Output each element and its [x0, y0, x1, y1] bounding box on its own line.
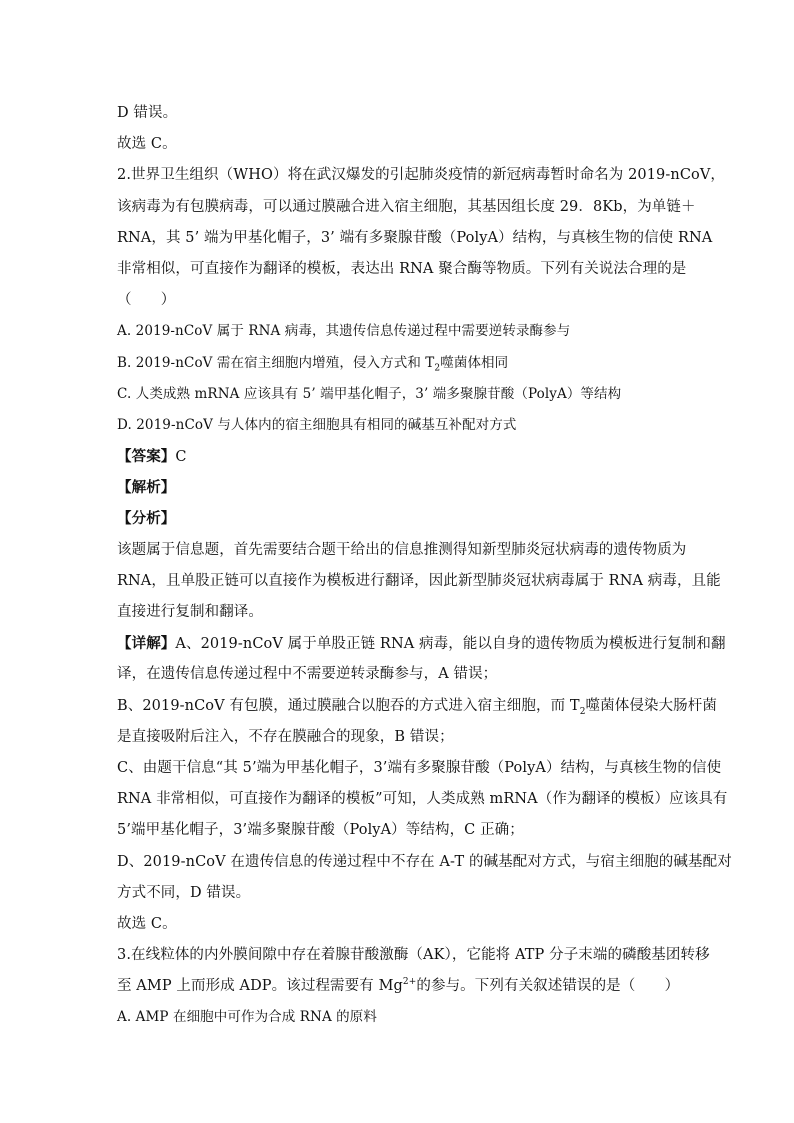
text-segment: 噬菌体相同 [440, 354, 509, 371]
text-segment: 至 AMP 上而形成 ADP。该过程需要有 Mg [117, 978, 403, 995]
answer-option-line: A. AMP 在细胞中可作为合成 RNA 的原料 [117, 1009, 377, 1026]
subscript: 2 [434, 363, 441, 374]
text-line: （ ） [117, 292, 176, 309]
superscript: 2+ [402, 977, 417, 988]
answer-option-line: D. 2019-nCoV 与人体内的宿主细胞具有相同的碱基互补配对方式 [117, 416, 517, 433]
text-segment: B. 2019-nCoV 需在宿主细胞内增殖，侵入方式和 T [117, 354, 435, 371]
text-line: 直接进行复制和翻译。 [117, 604, 263, 620]
section-label: 【分析】 [117, 510, 176, 528]
text-line: 方式不同，D 错误。 [117, 884, 251, 901]
text-line: 故选 C。 [117, 915, 177, 932]
text-line [117, 971, 682, 1002]
text-line: 2.世界卫生组织（WHO）将在武汉爆发的引起肺炎疫情的新冠病毒暂时命名为 2019-nCoV， [117, 167, 726, 184]
text-line [117, 472, 682, 503]
section-label: 【答案】 [117, 448, 176, 466]
text-segment: A、2019-nCoV 属于单股正链 RNA 病毒，能以自身的遗传物质为模板进行复制和翻 [175, 636, 726, 653]
text-line [117, 503, 682, 534]
document-page [117, 98, 732, 1034]
text-line [117, 628, 726, 659]
text-segment: 的参与。下列有关叙述错误的是（ ） [416, 978, 680, 995]
text-line: RNA，其 5’ 端为甲基化帽子，3’ 端有多聚腺苷酸（PolyA）结构，与真核生物的信使 RNA [117, 229, 713, 246]
text-line: D 错误。 [117, 105, 178, 121]
text-line: RNA 非常相似，可直接作为翻译的模板”可知，人类成熟 mRNA（作为翻译的模板）应该具有 [117, 791, 728, 808]
text-line: 译，在遗传信息传递过程中不需要逆转录酶参与，A 错误； [117, 666, 498, 683]
text-line: 3.在线粒体的内外膜间隙中存在着腺苷酸激酶（AK），它能将 ATP 分子末端的磷酸基团转移 [117, 947, 710, 964]
text-line: RNA，且单股正链可以直接作为模板进行翻译，因此新型肺炎冠状病毒属于 RNA 病毒，且能 [117, 572, 721, 589]
answer-option-line: A. 2019-nCoV 属于 RNA 病毒，其遗传信息传递过程中需要逆转录酶参与 [117, 323, 571, 340]
text-line [117, 691, 717, 722]
text-segment: B、2019-nCoV 有包膜，通过膜融合以胞吞的方式进入宿主细胞，而 T [117, 697, 580, 714]
answer-option-line [117, 348, 682, 379]
text-segment: 噬菌体侵染大肠杆菌 [585, 697, 717, 714]
section-label: 【解析】 [117, 479, 176, 497]
text-line: 非常相似，可直接作为翻译的模板，表达出 RNA 聚合酶等物质。下列有关说法合理的是 [117, 260, 687, 277]
text-line: 该病毒为有包膜病毒，可以通过膜融合进入宿主细胞，其基因组长度 29．8Kb，为单链＋ [117, 198, 696, 215]
text-segment: C [175, 449, 187, 466]
subscript: 2 [579, 706, 586, 717]
answer-option-line: C. 人类成熟 mRNA 应该具有 5’ 端甲基化帽子，3’ 端多聚腺苷酸（PolyA）等结构 [117, 385, 622, 402]
text-line: 是直接吸附后注入，不存在膜融合的现象，B 错误； [117, 728, 454, 745]
text-line: D、2019-nCoV 在遗传信息的传递过程中不存在 A-T 的碱基配对方式，与宿主细胞的碱基配对 [117, 853, 732, 870]
text-line: 故选 C。 [117, 136, 177, 153]
text-line: 5’端甲基化帽子，3’端多聚腺苷酸（PolyA）等结构，C 正确； [117, 822, 524, 839]
text-line: 该题属于信息题，首先需要结合题干给出的信息推测得知新型肺炎冠状病毒的遗传物质为 [117, 541, 687, 558]
text-line: C、由题干信息“其 5’端为甲基化帽子，3’端有多聚腺苷酸（PolyA）结构，与真核生物的信使 [117, 759, 722, 776]
section-label: 【详解】 [117, 635, 176, 653]
text-line [117, 441, 682, 472]
